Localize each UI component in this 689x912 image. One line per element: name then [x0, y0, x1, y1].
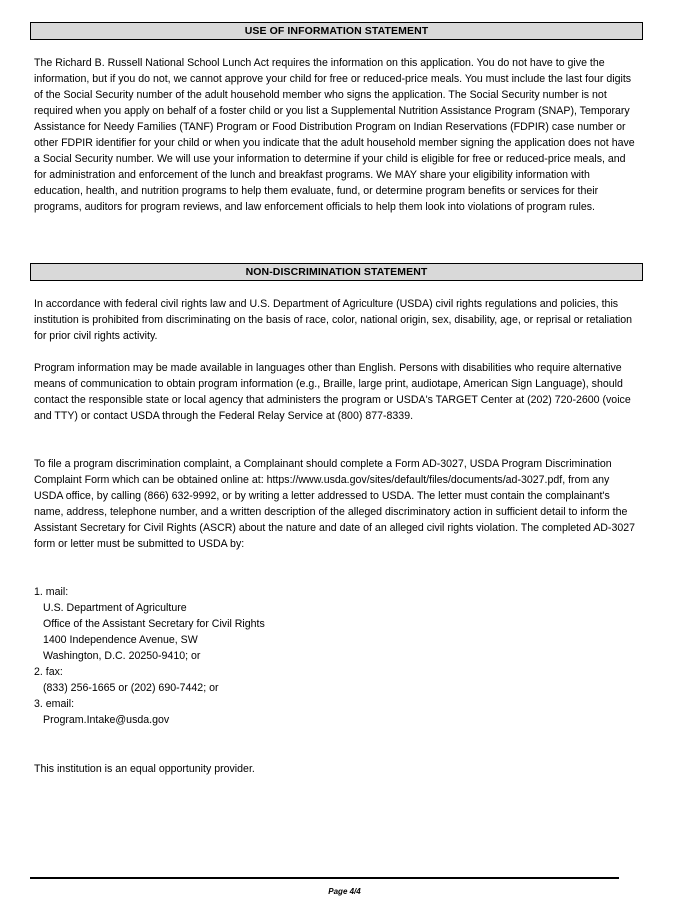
page-number: Page 4/4 — [328, 887, 361, 896]
equal-opportunity-statement: This institution is an equal opportunity provider. — [34, 763, 255, 775]
mail-address-line-4: Washington, D.C. 20250-9410; or — [43, 650, 201, 662]
email-address: Program.Intake@usda.gov — [43, 714, 170, 726]
use-of-information-heading: USE OF INFORMATION STATEMENT — [30, 22, 643, 40]
email-label: 3. email: — [34, 698, 75, 710]
mail-address-line-3: 1400 Independence Avenue, SW — [43, 634, 198, 646]
submission-methods-list — [34, 584, 634, 728]
non-discrimination-para-1: In accordance with federal civil rights law and U.S. Department of Agriculture (USDA) civil rights regulations and policies, this institution is prohibited from discriminating on the basis of race, color, national origin, sex, disability, age, or reprisal or retaliation for prior civil rights activity. — [34, 298, 633, 342]
non-discrimination-para-2: Program information may be made available in languages other than English. Persons with disabilities who require alternative means of communication to obtain program information (e.g., Braille, large print, audiotape, American Sign Language), should contact the responsible state or local agency that administers the program or USDA's TARGET Center at (202) 720-2600 (voice and TTY) or contact USDA through the Federal Relay Service at (800) 877-8339. — [34, 362, 631, 422]
mail-address-line-2: Office of the Assistant Secretary for Civil Rights — [43, 618, 265, 630]
non-discrimination-heading: NON-DISCRIMINATION STATEMENT — [30, 263, 643, 281]
fax-numbers: (833) 256-1665 or (202) 690-7442; or — [43, 682, 219, 694]
use-of-information-body: The Richard B. Russell National School Lunch Act requires the information on this application. You do not have to give the information, but if you do not, we cannot approve your child for free or reduced-price meals. You must include the last four digits of the Social Security number of the adult household member who signs the application. The Social Security number is not required when you apply on behalf of a foster child or you list a Supplemental Nutrition Assistance Program (SNAP), Temporary Assistance for Needy Families (TANF) Program or Food Distribution Program on Indian Reservations (FDPIR) case number or other FDPIR identifier for your child or when you indicate that the adult household member signing the application does not have a Social Security number. We will use your information to determine if your child is eligible for free or reduced-price meals, and for administration and enforcement of the lunch and breakfast programs. We MAY share your eligibility information with education, health, and nutrition programs to help them evaluate, fund, or determine program benefits or services for their programs, auditors for program reviews, and law enforcement officials to help them look into violations of program rules. — [34, 57, 635, 213]
footer-divider — [30, 877, 619, 879]
mail-label: 1. mail: — [34, 586, 69, 598]
fax-label: 2. fax: — [34, 666, 63, 678]
mail-address-line-1: U.S. Department of Agriculture — [43, 602, 187, 614]
non-discrimination-para-3: To file a program discrimination complaint, a Complainant should complete a Form AD-3027, USDA Program Discrimination Complaint Form which can be obtained online at: https://www.usda.gov/sites/default/files/documents/ad-3027.pdf, from any USDA office, by calling (866) 632-9992, or by writing a letter addressed to USDA. The letter must contain the complainant's name, address, telephone number, and a written description of the alleged discriminatory action in sufficient detail to inform the Assistant Secretary for Civil Rights (ASCR) about the nature and date of an alleged civil rights violation. The completed AD-3027 form or letter must be submitted to USDA by: — [34, 458, 636, 550]
